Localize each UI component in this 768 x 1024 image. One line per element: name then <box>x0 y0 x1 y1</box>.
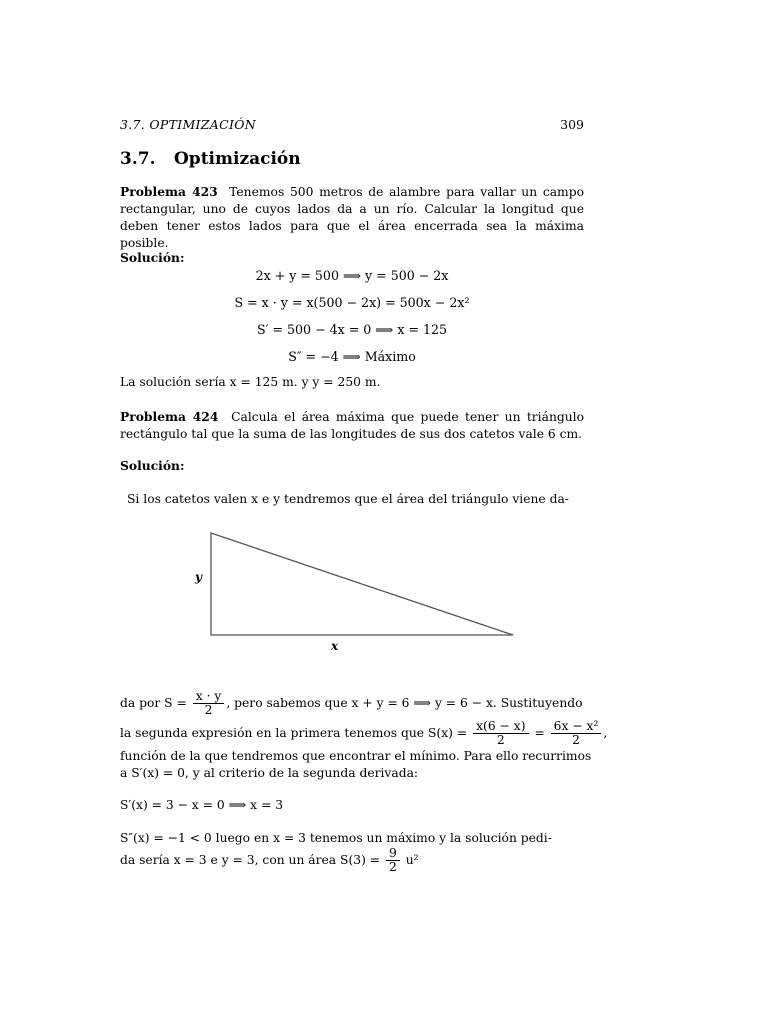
s-fraction-2 <box>551 720 602 747</box>
running-head <box>120 117 584 135</box>
problem-424-statement <box>120 408 584 443</box>
s-fraction-1-numerator: x(6 − x) <box>473 720 528 734</box>
text-units: u² <box>405 853 419 867</box>
final-fraction <box>386 847 400 874</box>
triangle-shape <box>211 533 513 635</box>
text-equals: = <box>534 726 545 740</box>
text-segunda: la segunda expresión en la primera tenemos que S(x) = <box>120 726 468 740</box>
equation-423-4: S″ = −4 ⟹ Máximo <box>288 349 416 364</box>
solution-label-423: Solución: <box>120 250 185 265</box>
area-fraction-numerator: x · y <box>193 690 225 704</box>
text-second-derivative-1: S″(x) = −1 < 0 luego en x = 3 tenemos un máximo y la solución pedi- <box>120 831 552 845</box>
problem-423-text: Tenemos 500 metros de alambre para vallar un campo rectangular, uno de cuyos lados da a un río. Calcular la longitud que deben tener estos lados para que el área encerrada sea la máxima posible. <box>120 185 584 250</box>
problem-424-label: Problema 424 <box>120 409 219 424</box>
problem-424-text: Calcula el área máxima que puede tener un triángulo rectángulo tal que la suma de las longitudes de sus dos catetos vale 6 cm. <box>120 410 584 441</box>
s-fraction-2-denominator: 2 <box>572 733 580 747</box>
section-title: Optimización <box>174 149 301 169</box>
equation-423-2: S = x · y = x(500 − 2x) = 500x − 2x² <box>234 295 470 310</box>
right-triangle-figure <box>190 528 520 640</box>
text-second-derivative-2: da sería x = 3 e y = 3, con un área S(3) = <box>120 853 381 867</box>
problem-423-label: Problema 423 <box>120 184 218 199</box>
final-fraction-numerator: 9 <box>386 847 400 861</box>
text-derivada: a S′(x) = 0, y al criterio de la segunda derivada: <box>120 766 419 780</box>
text-pero: , pero sabemos que x + y = 6 ⟹ y = 6 − x. Sustituyendo <box>226 696 583 710</box>
page-number: 309 <box>560 117 584 132</box>
text-funcion: función de la que tendremos que encontrar el mínimo. Para ello recurrimos <box>120 749 592 763</box>
equation-423-3: S′ = 500 − 4x = 0 ⟹ x = 125 <box>256 322 448 337</box>
substitution-line <box>120 719 608 747</box>
derivative-equation: S′(x) = 3 − x = 0 ⟹ x = 3 <box>120 798 284 812</box>
text-da-por: da por S = <box>120 696 187 710</box>
equation-423-1: 2x + y = 500 ⟹ y = 500 − 2x <box>255 268 449 283</box>
area-fraction-denominator: 2 <box>204 703 213 717</box>
running-head-section: 3.7. OPTIMIZACIÓN <box>120 117 256 132</box>
solution-label-424: Solución: <box>120 458 185 473</box>
s-fraction-1 <box>473 720 528 747</box>
problem-423-statement <box>120 183 584 252</box>
intro-424: Si los catetos valen x e y tendremos que el área del triángulo viene da- <box>127 492 569 506</box>
final-area-line <box>120 847 584 874</box>
section-number: 3.7. <box>120 149 156 169</box>
s-fraction-2-numerator: 6x − x² <box>551 720 602 734</box>
conclusion-423: La solución sería x = 125 m. y y = 250 m. <box>120 375 381 389</box>
text-comma: , <box>603 726 608 740</box>
area-formula-line <box>120 690 584 717</box>
area-fraction <box>193 690 225 717</box>
section-heading <box>120 149 301 169</box>
label-cateto-y: y <box>195 570 202 584</box>
label-cateto-x: x <box>331 639 339 653</box>
s-fraction-1-denominator: 2 <box>496 733 505 747</box>
final-fraction-denominator: 2 <box>389 860 397 874</box>
